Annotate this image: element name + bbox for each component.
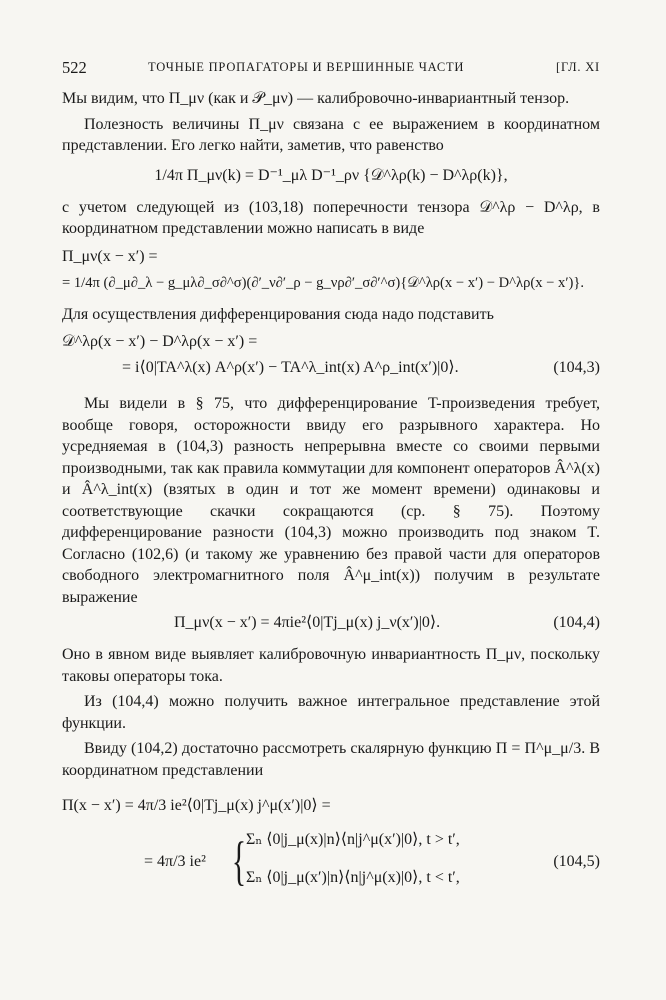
equation-3-line-2 xyxy=(62,357,600,379)
chapter-label: [ГЛ. XI xyxy=(556,60,600,74)
equation-5-case-2: Σₙ ⟨0|j_μ(x′)|n⟩⟨n|j^μ(x)|0⟩, t < t′, xyxy=(246,869,460,886)
page-number: 522 xyxy=(62,58,87,77)
equation-5-line-1: Π(x − x′) = 4π/3 ie²⟨0|Tj_μ(x) j^μ(x′)|0⟩ = xyxy=(62,797,331,814)
paragraph-6: Оно в явном виде выявляет калибровочную инвариантность Π_μν, поскольку таковы операторы тока. xyxy=(62,646,600,685)
equation-5-prefix: = 4π/3 ie² xyxy=(144,853,206,870)
equation-5-case-1: Σₙ ⟨0|j_μ(x)|n⟩⟨n|j^μ(x′)|0⟩, t > t′, xyxy=(246,831,460,848)
paragraph-4: Для осуществления дифференцирования сюда надо подставить xyxy=(62,305,494,323)
paragraph-3: с учетом следующей из (103,18) поперечности тензора 𝒟^λρ − D^λρ, в координатном представлении можно написать в виде xyxy=(62,198,600,237)
equation-4-number: (104,4) xyxy=(553,614,600,631)
equation-2-line-1: Π_μν(x − x′) = xyxy=(62,247,158,265)
paragraph-5: Мы видели в § 75, что дифференцирование T-произведения требует, вообще говоря, осторожности ввиду его разрывного характера. Но усредняемая в (104,3) разность непрерывна вместе со своими первыми производными, так как правила коммутации для компонент операторов Â^λ(x) и Â^λ_int(x) (взятых в один и тот же момент времени) одинаковы и соответствующие скачки сокращаются (ср. § 75). Поэтому дифференцирование разности (104,3) можно производить под знаком T. Согласно (102,6) (и такому же уравнению без правой части для операторов свободного электромагнитного поля Â^μ_int(x)) получим в результате выражение xyxy=(62,395,600,606)
equation-3-line-1: 𝒟^λρ(x − x′) − D^λρ(x − x′) = xyxy=(62,333,258,350)
equation-4 xyxy=(62,612,600,634)
running-title: ТОЧНЫЕ ПРОПАГАТОРЫ И ВЕРШИННЫЕ ЧАСТИ xyxy=(148,60,465,74)
paragraph-1: Мы видим, что Π_μν (как и 𝒫_μν) — калибровочно-инвариантный тензор. xyxy=(62,90,570,107)
paragraph-2: Полезность величины Π_μν связана с ее выражением в координатном представлении. Его легко найти, заметив, что равенство xyxy=(62,115,600,154)
left-brace: { xyxy=(231,831,247,891)
paragraph-8: Ввиду (104,2) достаточно рассмотреть скалярную функцию Π = Π^μ_μ/3. В координатном представлении xyxy=(62,740,600,779)
equation-1: 1/4π Π_μν(k) = D⁻¹_μλ D⁻¹_ρν {𝒟^λρ(k) − D^λρ(k)}, xyxy=(154,166,508,184)
equation-5-number: (104,5) xyxy=(553,853,600,870)
running-header xyxy=(62,58,600,88)
equation-3-number: (104,3) xyxy=(553,359,600,376)
equation-3-body: = i⟨0|TA^λ(x) A^ρ(x′) − TA^λ_int(x) A^ρ_int(x′)|0⟩. xyxy=(122,359,459,376)
equation-2-line-2: = 1/4π (∂_μ∂_λ − g_μλ∂_σ∂^σ)(∂′_ν∂′_ρ − g_νρ∂′_σ∂′^σ){𝒟^λρ(x − x′) − D^λρ(x − x′)}. xyxy=(62,274,585,291)
equation-5-cases xyxy=(62,827,600,897)
book-page xyxy=(62,58,600,897)
paragraph-7: Из (104,4) можно получить важное интегральное представление этой функции. xyxy=(62,693,600,732)
equation-4-body: Π_μν(x − x′) = 4πie²⟨0|Tj_μ(x) j_ν(x′)|0⟩. xyxy=(174,614,441,631)
